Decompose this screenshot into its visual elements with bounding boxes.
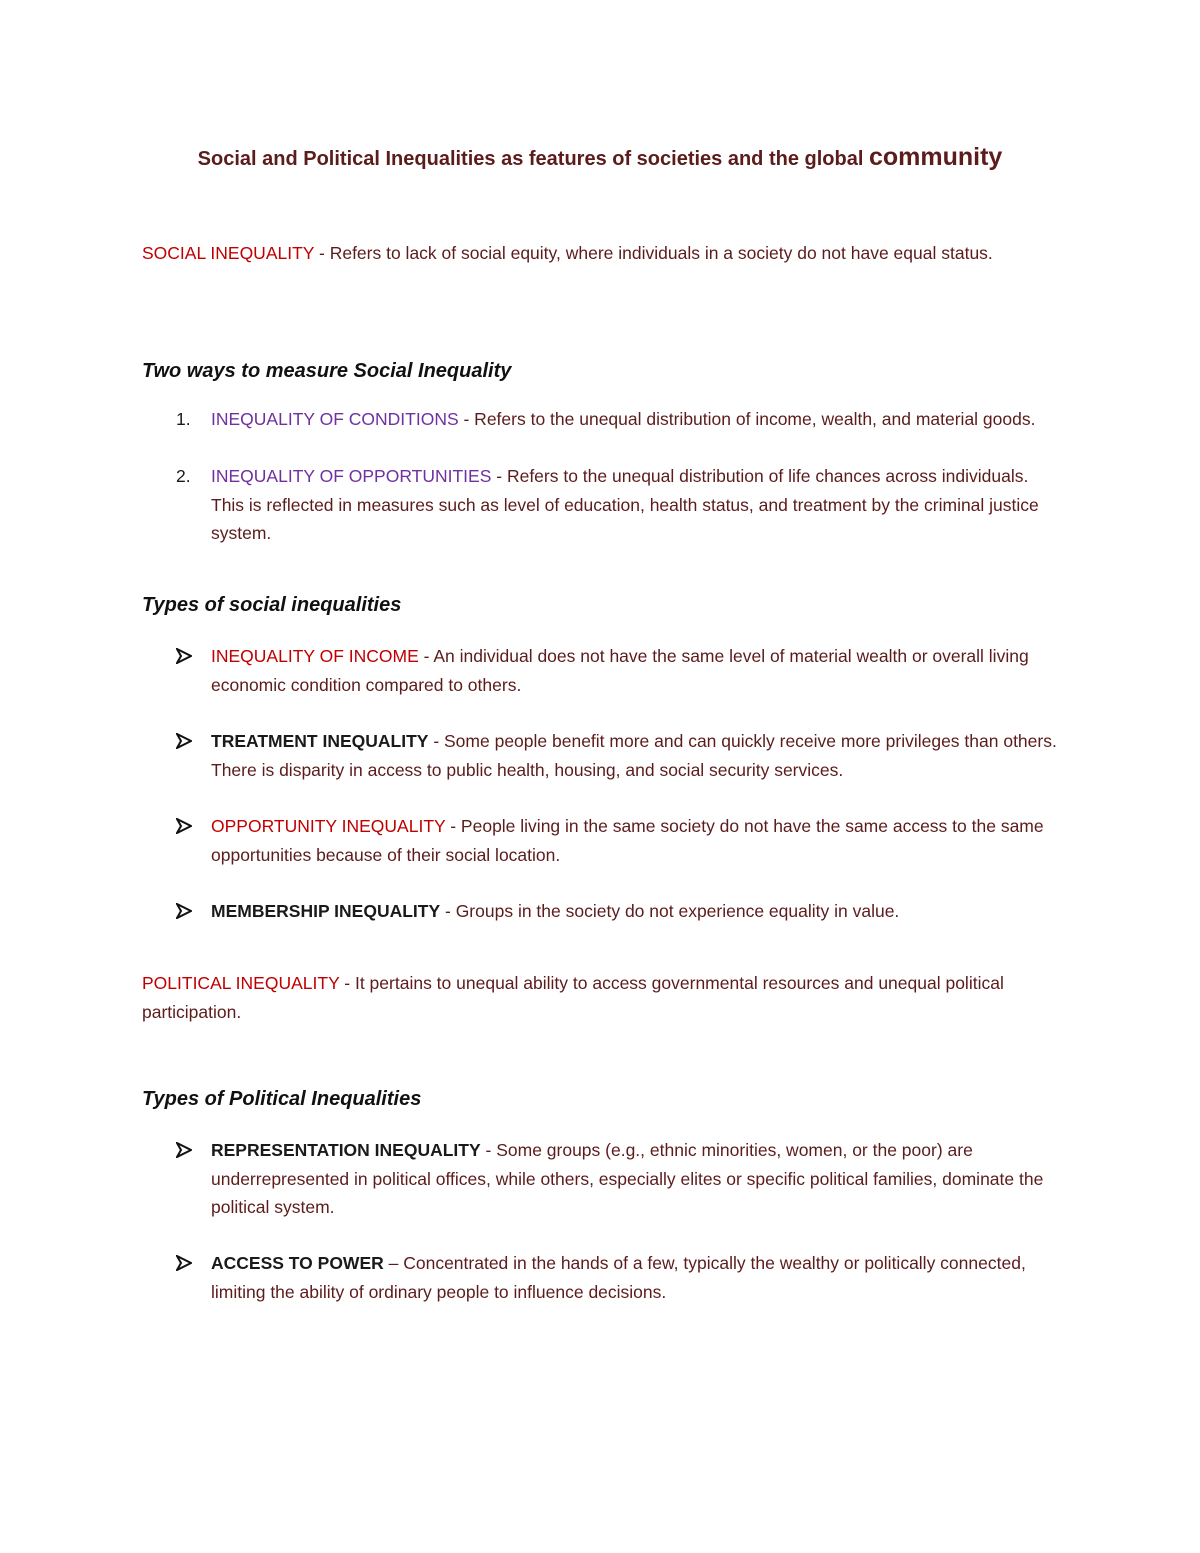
political-inequality-text: - It pertains to unequal ability to access governmental resources and unequal political participation. [142,973,1004,1022]
list-number: 2. [176,466,191,486]
political-type-item-representation [142,1136,1062,1222]
measure-item-2 [142,462,1062,548]
measure-term: INEQUALITY OF OPPORTUNITIES [211,466,492,486]
social-type-term: MEMBERSHIP INEQUALITY [211,901,441,921]
social-type-definition: - People living in the same society do not have the same access to the same opportunities because of their social location. [211,816,1044,865]
document-title [0,143,1200,172]
arrowhead-bullet-icon [176,818,192,834]
social-type-item-membership [142,897,1062,926]
arrowhead-bullet-icon [176,648,192,664]
measure-definition: - Refers to the unequal distribution of income, wealth, and material goods. [458,409,1036,429]
measure-definition: - Refers to the unequal distribution of life chances across individuals. This is reflected in measures such as level of education, health status, and treatment by the criminal justice system. [211,466,1039,543]
social-types-heading: Types of social inequalities [142,594,402,616]
title-main: Social and Political Inequalities as features of societies and the global [197,148,864,170]
arrowhead-bullet-icon [176,1142,192,1158]
arrowhead-bullet-icon [176,903,192,919]
political-type-term: ACCESS TO POWER [211,1253,384,1273]
social-inequality-text: - Refers to lack of social equity, where individuals in a society do not have equal status. [314,243,993,263]
list-number: 1. [176,409,191,429]
political-type-item-access [142,1249,1062,1306]
social-type-definition: - Groups in the society do not experience equality in value. [440,901,900,921]
political-type-definition: - Some groups (e.g., ethnic minorities, women, or the poor) are underrepresented in political offices, while others, especially elites or specific political families, dominate the political system. [211,1140,1044,1217]
political-type-term: REPRESENTATION INEQUALITY [211,1140,481,1160]
social-type-term: OPPORTUNITY INEQUALITY [211,816,446,836]
title-last-word: community [868,143,1003,171]
social-inequality-term: SOCIAL INEQUALITY [142,243,315,263]
social-type-item-income [142,642,1062,699]
social-type-term: INEQUALITY OF INCOME [211,646,419,666]
arrowhead-bullet-icon [176,1255,192,1271]
measure-term: INEQUALITY OF CONDITIONS [211,409,459,429]
social-inequality-definition [142,239,1062,268]
social-type-item-opportunity [142,812,1062,869]
political-inequality-term: POLITICAL INEQUALITY [142,973,340,993]
social-type-term: TREATMENT INEQUALITY [211,731,429,751]
measure-item-1 [142,405,1062,434]
political-type-definition: – Concentrated in the hands of a few, typically the wealthy or politically connected, limiting the ability of ordinary people to influence decisions. [211,1253,1026,1302]
social-type-item-treatment [142,727,1062,784]
social-type-definition: - An individual does not have the same level of material wealth or overall living economic condition compared to others. [211,646,1029,695]
political-types-heading: Types of Political Inequalities [142,1088,422,1110]
political-inequality-definition [142,969,1062,1027]
social-type-definition: - Some people benefit more and can quickly receive more privileges than others. There is disparity in access to public health, housing, and social security services. [211,731,1057,780]
arrowhead-bullet-icon [176,733,192,749]
measure-heading: Two ways to measure Social Inequality [142,360,512,382]
